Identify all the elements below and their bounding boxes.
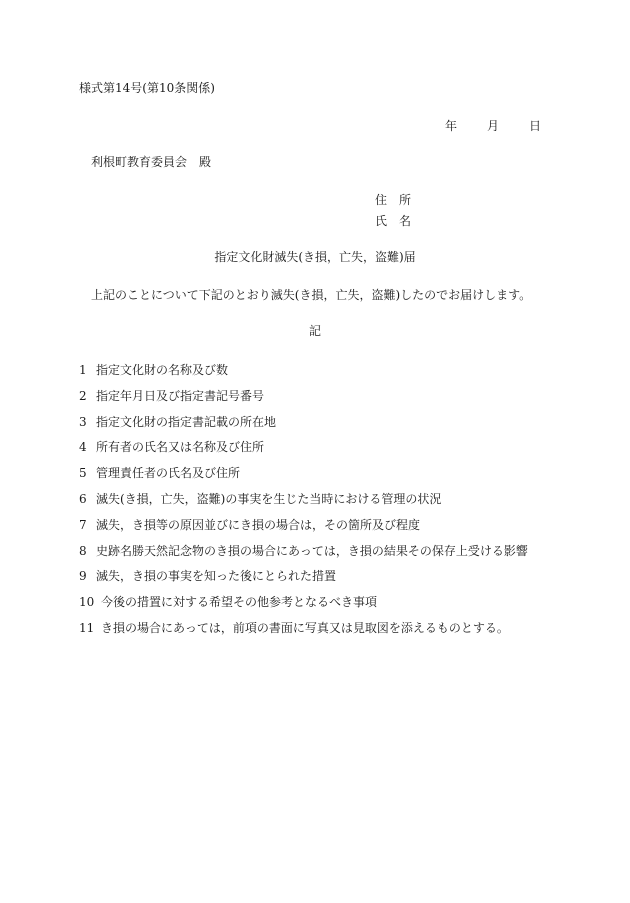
item-number: 9 <box>79 569 87 584</box>
item-number: 10 <box>79 595 95 610</box>
list-item <box>79 390 528 416</box>
address-label <box>375 194 411 206</box>
form-title: 指定文化財滅失(き損，亡失，盗難)届 <box>214 250 416 264</box>
date-line <box>445 120 541 132</box>
date-day-label: 日 <box>529 119 542 133</box>
list-item <box>79 441 528 467</box>
list-item <box>79 545 528 571</box>
item-text: き損の場合にあっては，前項の書面に写真又は見取図を添えるものとする。 <box>101 620 509 635</box>
address-label-char-2: 所 <box>399 193 412 207</box>
item-text: 滅失，き損等の原因並びにき損の場合は，その箇所及び程度 <box>96 517 421 532</box>
name-label <box>375 215 411 227</box>
date-month-label: 月 <box>487 119 500 133</box>
list-item <box>79 596 528 622</box>
item-number: 11 <box>79 620 95 635</box>
date-year-label: 年 <box>445 119 458 133</box>
item-text: 指定文化財の指定書記載の所在地 <box>96 414 277 429</box>
item-number: 1 <box>79 363 87 377</box>
address-label-char-1: 住 <box>375 193 388 207</box>
list-item <box>79 467 528 493</box>
list-item <box>79 493 528 519</box>
item-number: 5 <box>79 466 87 481</box>
item-text: 指定年月日及び指定書記号番号 <box>96 388 265 403</box>
item-text: 史跡名勝天然記念物のき損の場合にあっては，き損の結果その保存上受ける影響 <box>96 543 528 558</box>
item-number: 2 <box>79 388 87 403</box>
item-number: 6 <box>79 491 87 506</box>
list-item <box>79 416 528 442</box>
item-text: 指定文化財の名称及び数 <box>96 363 229 377</box>
list-item <box>79 570 528 596</box>
list-item <box>79 519 528 545</box>
addressee: 利根町教育委員会 殿 <box>91 155 212 169</box>
item-text: 今後の措置に対する希望その他参考となるべき事項 <box>101 595 378 610</box>
items-list <box>79 364 528 648</box>
item-number: 8 <box>79 543 87 558</box>
list-item <box>79 364 528 390</box>
intro-text: 上記のことについて下記のとおり滅失(き損，亡失，盗難)したのでお届けします。 <box>91 288 532 302</box>
list-item <box>79 622 528 648</box>
item-text: 所有者の氏名又は名称及び住所 <box>96 440 265 455</box>
name-label-char-1: 氏 <box>375 214 388 228</box>
applicant-block <box>375 194 411 236</box>
item-number: 4 <box>79 440 87 455</box>
item-number: 7 <box>79 517 87 532</box>
form-number: 様式第14号(第10条関係) <box>79 81 215 95</box>
item-text: 滅失(き損，亡失，盗難)の事実を生じた当時における管理の状況 <box>96 491 442 506</box>
item-text: 管理責任者の氏名及び住所 <box>96 466 241 481</box>
item-text: 滅失，き損の事実を知った後にとられた措置 <box>96 569 337 584</box>
item-number: 3 <box>79 414 87 429</box>
ki-heading: 記 <box>308 324 321 338</box>
name-label-char-2: 名 <box>399 214 412 228</box>
